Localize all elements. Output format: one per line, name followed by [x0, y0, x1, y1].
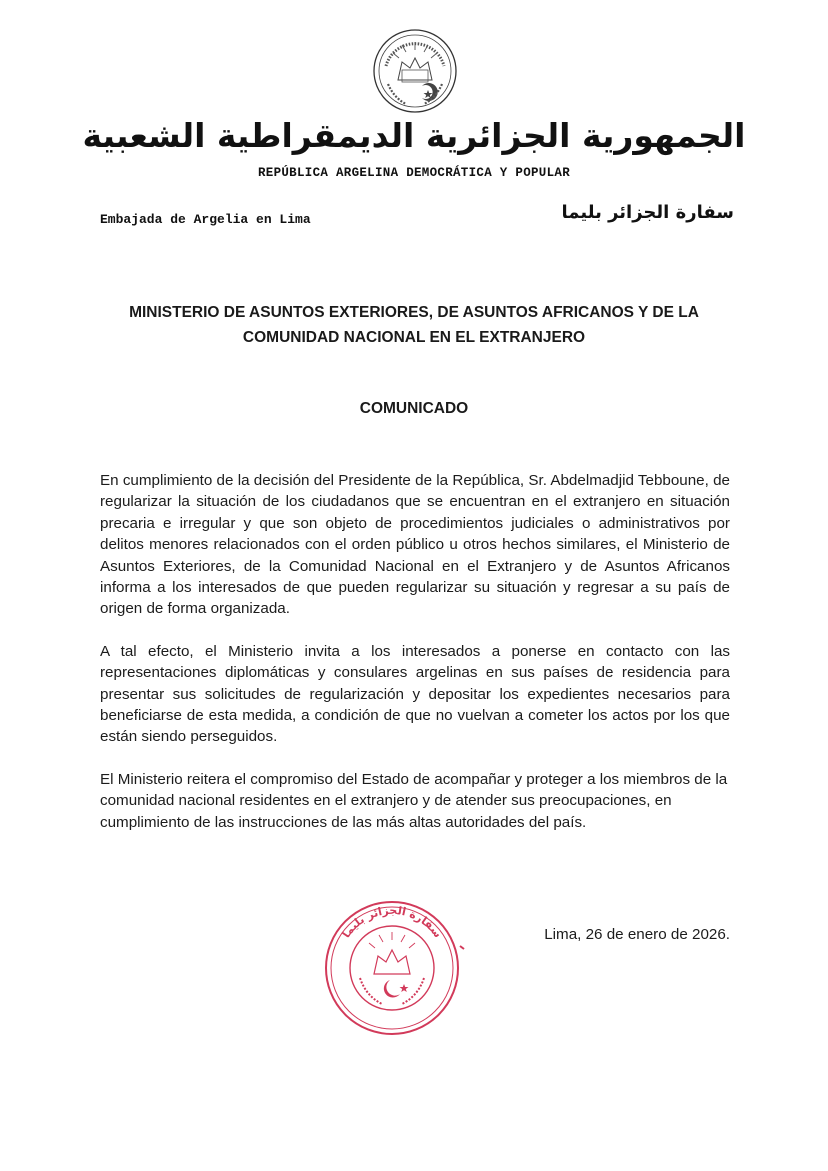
arabic-republic-title: الجمهورية الجزائرية الديمقراطية الشعبية [82, 116, 746, 155]
date-line: Lima, 26 de enero de 2026. [544, 926, 730, 943]
communique-body [100, 470, 730, 854]
paragraph-2: A tal efecto, el Ministerio invita a los interesados a ponerse en contacto con las representaciones diplomáticas y consulares argelinas en sus países de residencia para presentar sus solicitudes de regularización y depositar los expedientes necesarios para beneficiarse de esta medida, a condición de que no vuelvan a cometer los actos por los que están siendo perseguidos. [100, 642, 730, 746]
paragraph-3: El Ministerio reitera el compromiso del Estado de acompañar y proteger a los miembros de la comunidad nacional residentes en el extranjero y de atender sus preocupaciones, en cumplimiento de las instrucciones de las más altas autoridades del país. [100, 770, 728, 831]
ministry-heading: MINISTERIO DE ASUNTOS EXTERIORES, DE ASUNTOS AFRICANOS Y DE LA COMUNIDAD NACIONAL EN EL EXTRANJERO [129, 304, 699, 346]
document-title: COMUNICADO [359, 400, 469, 417]
embassy-name-arabic: سفارة الجزائر بليما [561, 202, 734, 223]
embassy-seal-stamp [312, 888, 472, 1044]
paragraph-1: En cumplimiento de la decisión del Presidente de la República, Sr. Abdelmadjid Tebboune, de regularizar la situación de los ciudadanos que se encuentran en el extranjero en situación precaria e irregular y que son objeto de procedimientos judiciales o administrativos por delitos menores relacionados con el orden público u otros hechos similares, el Ministerio de Asuntos Exteriores, de la Comunidad Nacional en el Extranjero y de Asuntos Africanos informa a los interesados de que pueden regularizar su situación y regresar a su país de origen de forma organizada. [100, 472, 730, 618]
national-emblem-icon [372, 28, 458, 114]
embassy-name-spanish: Embajada de Argelia en Lima [100, 212, 311, 227]
spanish-republic-title: REPÚBLICA ARGELINA DEMOCRÁTICA Y POPULAR [257, 166, 571, 180]
svg-text:سفارة الجزائر بليما: سفارة الجزائر بليما [339, 903, 445, 941]
